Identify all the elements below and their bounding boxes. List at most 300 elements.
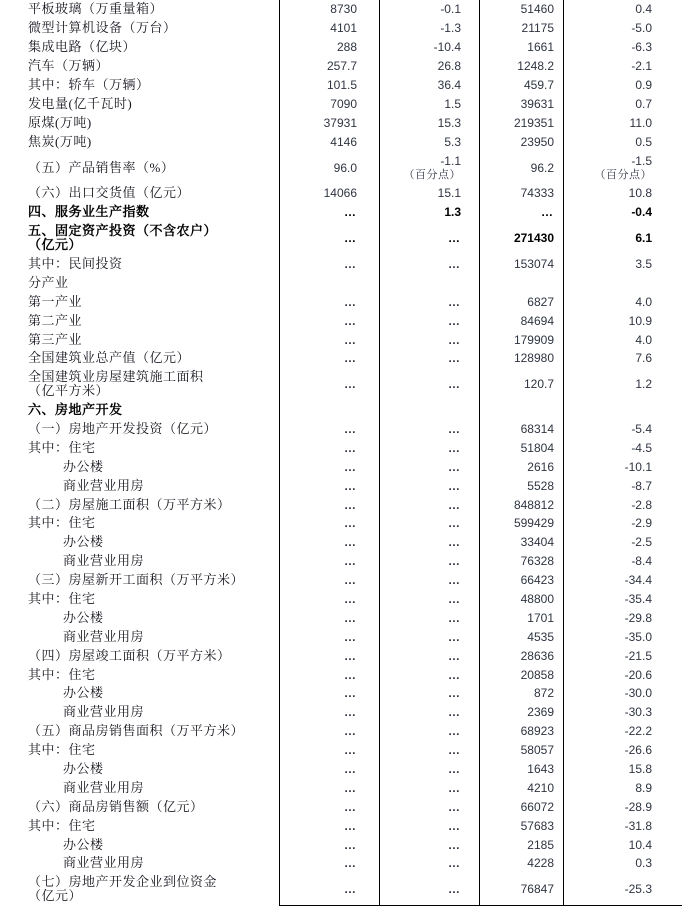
indicator-label-text: 办公楼 bbox=[63, 836, 104, 852]
cumulative-growth: -30.0 bbox=[624, 686, 652, 701]
current-period-value: … bbox=[280, 368, 380, 401]
table-row bbox=[0, 571, 682, 590]
current-period-value: … bbox=[280, 873, 380, 906]
indicator-label bbox=[0, 151, 280, 184]
cumulative-value: 51804 bbox=[480, 438, 564, 457]
cumulative-value bbox=[480, 273, 564, 292]
indicator-label-text: （五）商品房销售面积（万平方米） bbox=[28, 723, 245, 739]
table-row bbox=[0, 873, 682, 906]
indicator-label bbox=[0, 273, 280, 292]
table-row bbox=[0, 778, 682, 797]
current-period-growth: … bbox=[380, 533, 480, 552]
current-period-value: 4146 bbox=[280, 132, 380, 151]
cumulative-value: 21175 bbox=[480, 19, 564, 38]
current-period-growth: 36.4 bbox=[380, 76, 480, 95]
current-period-growth: … bbox=[380, 835, 480, 854]
current-period-growth: … bbox=[380, 476, 480, 495]
table-row bbox=[0, 552, 682, 571]
indicator-label-text: （二）房屋施工面积（万平方米） bbox=[28, 496, 231, 512]
cumulative-value: 58057 bbox=[480, 741, 564, 760]
current-period-growth bbox=[380, 273, 480, 292]
indicator-label-text: 汽车（万辆） bbox=[28, 58, 110, 74]
indicator-label bbox=[0, 835, 280, 854]
indicator-label-text: 第二产业 bbox=[28, 312, 83, 328]
current-period-growth: … bbox=[380, 420, 480, 439]
indicator-label-text: 其中：民间投资 bbox=[28, 255, 123, 271]
indicator-label-text: 全国建筑业房屋建筑施工面积 （亿平方米） bbox=[28, 369, 204, 399]
indicator-label-text: 商业营业用房 bbox=[63, 704, 145, 720]
cumulative-growth: -35.0 bbox=[624, 629, 652, 644]
indicator-label-text: 其中：轿车（万辆） bbox=[28, 77, 150, 92]
indicator-label-text: 商业营业用房 bbox=[63, 477, 145, 493]
table-row bbox=[0, 349, 682, 368]
indicator-label bbox=[0, 514, 280, 533]
indicator-label bbox=[0, 203, 280, 222]
cumulative-growth: -10.1 bbox=[624, 459, 652, 474]
indicator-label bbox=[0, 76, 280, 95]
current-period-growth: … bbox=[380, 330, 480, 349]
indicator-label bbox=[0, 57, 280, 76]
table-row bbox=[0, 132, 682, 151]
indicator-label bbox=[0, 420, 280, 439]
indicator-label-text: 分产业 bbox=[28, 274, 69, 290]
table-row bbox=[0, 514, 682, 533]
current-period-value: … bbox=[280, 203, 380, 222]
indicator-label bbox=[0, 854, 280, 873]
current-period-value: … bbox=[280, 311, 380, 330]
indicator-label bbox=[0, 401, 280, 420]
current-period-value: … bbox=[280, 760, 380, 779]
current-period-growth: … bbox=[380, 255, 480, 274]
table-row bbox=[0, 835, 682, 854]
table-row bbox=[0, 854, 682, 873]
cumulative-value: 599429 bbox=[480, 514, 564, 533]
table-row bbox=[0, 330, 682, 349]
table-row bbox=[0, 760, 682, 779]
table-row bbox=[0, 151, 682, 184]
cumulative-growth: -26.6 bbox=[624, 743, 652, 758]
cumulative-growth: 10.9 bbox=[628, 313, 652, 328]
cumulative-growth: -2.9 bbox=[631, 516, 652, 531]
indicator-label bbox=[0, 113, 280, 132]
current-period-value: … bbox=[280, 778, 380, 797]
current-period-value bbox=[280, 273, 380, 292]
current-period-value: … bbox=[280, 495, 380, 514]
cumulative-value: 48800 bbox=[480, 590, 564, 609]
cumulative-value: 66423 bbox=[480, 571, 564, 590]
indicator-label bbox=[0, 255, 280, 274]
cumulative-value: 1248.2 bbox=[480, 57, 564, 76]
current-period-value: … bbox=[280, 514, 380, 533]
current-period-value: … bbox=[280, 816, 380, 835]
cumulative-value: 74333 bbox=[480, 184, 564, 203]
cumulative-growth: 3.5 bbox=[635, 256, 652, 271]
indicator-label bbox=[0, 873, 280, 906]
cumulative-value: 1643 bbox=[480, 760, 564, 779]
cumulative-value: 4228 bbox=[480, 854, 564, 873]
indicator-label-text: 商业营业用房 bbox=[63, 855, 145, 871]
indicator-label bbox=[0, 94, 280, 113]
current-period-growth: … bbox=[380, 722, 480, 741]
table-row bbox=[0, 57, 682, 76]
cumulative-growth: -0.4 bbox=[631, 205, 652, 220]
indicator-label-text: （六）商品房销售额（亿元） bbox=[28, 798, 204, 814]
current-period-growth: … bbox=[380, 311, 480, 330]
table-row bbox=[0, 38, 682, 57]
table-row bbox=[0, 368, 682, 401]
cumulative-value: 848812 bbox=[480, 495, 564, 514]
table-row bbox=[0, 94, 682, 113]
indicator-label-text: 第三产业 bbox=[28, 331, 83, 347]
indicator-label-text: 办公楼 bbox=[63, 761, 104, 776]
cumulative-value: 57683 bbox=[480, 816, 564, 835]
current-period-growth: … bbox=[380, 457, 480, 476]
current-period-value: … bbox=[280, 552, 380, 571]
table-row bbox=[0, 741, 682, 760]
cumulative-growth: -34.4 bbox=[624, 573, 652, 588]
cumulative-value: 84694 bbox=[480, 311, 564, 330]
indicator-label-text: 其中：住宅 bbox=[28, 666, 96, 682]
current-period-growth: … bbox=[380, 222, 480, 255]
indicator-label bbox=[0, 533, 280, 552]
current-period-value: 8730 bbox=[280, 0, 380, 19]
indicator-label bbox=[0, 646, 280, 665]
indicator-label bbox=[0, 552, 280, 571]
cumulative-growth: 10.8 bbox=[628, 186, 652, 201]
cumulative-value: 51460 bbox=[480, 0, 564, 19]
cumulative-growth: 15.8 bbox=[628, 762, 652, 776]
indicator-label bbox=[0, 476, 280, 495]
indicator-label bbox=[0, 797, 280, 816]
cumulative-value: 76847 bbox=[480, 873, 564, 906]
indicator-label-text: 商业营业用房 bbox=[63, 628, 145, 644]
current-period-value: … bbox=[280, 476, 380, 495]
current-period-growth: -0.1 bbox=[380, 0, 480, 19]
current-period-value: … bbox=[280, 420, 380, 439]
cumulative-growth: -5.0 bbox=[631, 21, 652, 36]
indicator-label bbox=[0, 330, 280, 349]
current-period-growth: 15.3 bbox=[380, 113, 480, 132]
indicator-label bbox=[0, 665, 280, 684]
current-period-growth: … bbox=[380, 760, 480, 779]
table-row bbox=[0, 797, 682, 816]
cumulative-value: 76328 bbox=[480, 552, 564, 571]
current-period-growth: … bbox=[380, 873, 480, 906]
indicator-label bbox=[0, 222, 280, 255]
current-period-value: … bbox=[280, 665, 380, 684]
table-row bbox=[0, 495, 682, 514]
table-row bbox=[0, 19, 682, 38]
current-period-value: 288 bbox=[280, 38, 380, 57]
table-row bbox=[0, 627, 682, 646]
cumulative-value: 6827 bbox=[480, 292, 564, 311]
indicator-label bbox=[0, 816, 280, 835]
current-period-value: … bbox=[280, 533, 380, 552]
current-period-growth: 1.5 bbox=[380, 94, 480, 113]
current-period-value bbox=[280, 401, 380, 420]
current-period-value: … bbox=[280, 590, 380, 609]
cumulative-growth bbox=[564, 401, 682, 420]
indicator-label bbox=[0, 132, 280, 151]
cumulative-growth: -8.4 bbox=[631, 554, 652, 569]
cumulative-growth: 4.0 bbox=[635, 332, 652, 347]
indicator-label bbox=[0, 590, 280, 609]
indicator-label-text: 五、固定资产投资（不含农户） （亿元） bbox=[28, 223, 218, 253]
table-row bbox=[0, 273, 682, 292]
current-period-value: … bbox=[280, 457, 380, 476]
table-row bbox=[0, 184, 682, 203]
current-period-growth: … bbox=[380, 495, 480, 514]
cumulative-growth: -6.3 bbox=[631, 40, 652, 55]
indicator-label-text: 集成电路（亿块） bbox=[28, 39, 137, 55]
indicator-label bbox=[0, 703, 280, 722]
current-period-growth: … bbox=[380, 627, 480, 646]
cumulative-value: 1701 bbox=[480, 608, 564, 627]
current-period-growth: … bbox=[380, 514, 480, 533]
current-period-value: … bbox=[280, 684, 380, 703]
current-period-growth: … bbox=[380, 797, 480, 816]
cumulative-value: 68314 bbox=[480, 420, 564, 439]
cumulative-value: 66072 bbox=[480, 797, 564, 816]
current-period-value: 7090 bbox=[280, 94, 380, 113]
current-period-growth: … bbox=[380, 741, 480, 760]
current-period-value: … bbox=[280, 222, 380, 255]
cumulative-growth: 0.9 bbox=[635, 78, 652, 92]
cumulative-growth: 11.0 bbox=[629, 115, 652, 130]
cumulative-value: 872 bbox=[480, 684, 564, 703]
indicator-label-text: 办公楼 bbox=[63, 458, 104, 474]
indicator-label-text: （六）出口交货值（亿元） bbox=[28, 185, 191, 201]
cumulative-growth: -22.2 bbox=[624, 724, 652, 739]
cumulative-value: 23950 bbox=[480, 132, 564, 151]
current-period-value: … bbox=[280, 741, 380, 760]
cumulative-growth: -35.4 bbox=[624, 591, 652, 606]
current-period-value: 37931 bbox=[280, 113, 380, 132]
table-row bbox=[0, 401, 682, 420]
cumulative-growth: 0.3 bbox=[635, 856, 652, 871]
current-period-value: … bbox=[280, 722, 380, 741]
cumulative-value: 4535 bbox=[480, 627, 564, 646]
indicator-label-text: 其中：住宅 bbox=[28, 515, 96, 531]
indicator-label-text: 全国建筑业总产值（亿元） bbox=[28, 350, 191, 366]
indicator-label bbox=[0, 457, 280, 476]
indicator-label bbox=[0, 627, 280, 646]
cumulative-value: 153074 bbox=[480, 255, 564, 274]
table-row bbox=[0, 438, 682, 457]
cumulative-growth: -28.9 bbox=[624, 799, 652, 814]
current-period-growth: … bbox=[380, 816, 480, 835]
cumulative-value: 459.7 bbox=[480, 76, 564, 95]
cumulative-growth: 0.4 bbox=[635, 2, 652, 17]
table-row bbox=[0, 292, 682, 311]
current-period-value: … bbox=[280, 438, 380, 457]
current-period-value: … bbox=[280, 349, 380, 368]
current-period-value: 101.5 bbox=[280, 76, 380, 95]
current-period-value: 14066 bbox=[280, 184, 380, 203]
indicator-label bbox=[0, 495, 280, 514]
cumulative-growth: -30.3 bbox=[624, 705, 652, 720]
current-period-growth: … bbox=[380, 571, 480, 590]
current-period-value: … bbox=[280, 330, 380, 349]
indicator-label bbox=[0, 349, 280, 368]
indicator-label bbox=[0, 0, 280, 19]
current-period-growth: … bbox=[380, 349, 480, 368]
current-period-value: … bbox=[280, 797, 380, 816]
current-period-growth: -1.3 bbox=[380, 19, 480, 38]
table-row bbox=[0, 222, 682, 255]
table-row bbox=[0, 722, 682, 741]
cumulative-value: 4210 bbox=[480, 778, 564, 797]
current-period-growth: … bbox=[380, 703, 480, 722]
indicator-label bbox=[0, 608, 280, 627]
cumulative-value: 68923 bbox=[480, 722, 564, 741]
indicator-label bbox=[0, 438, 280, 457]
cumulative-value: 271430 bbox=[480, 222, 564, 255]
cumulative-value: 20858 bbox=[480, 665, 564, 684]
cumulative-value: 2369 bbox=[480, 703, 564, 722]
cumulative-growth: 0.5 bbox=[635, 134, 652, 149]
cumulative-growth: -5.4 bbox=[631, 421, 652, 436]
current-period-growth: … bbox=[380, 368, 480, 401]
indicator-label-text: 第一产业 bbox=[28, 293, 83, 309]
cumulative-value: 2616 bbox=[480, 457, 564, 476]
indicator-label-text: 平板玻璃（万重量箱） bbox=[28, 1, 164, 17]
indicator-label-text: （七）房地产开发企业到位资金 （亿元） bbox=[28, 874, 218, 904]
table-row bbox=[0, 703, 682, 722]
table-row bbox=[0, 0, 682, 19]
indicator-label-text: （四）房屋竣工面积（万平方米） bbox=[28, 647, 231, 663]
current-period-value: 4101 bbox=[280, 19, 380, 38]
cumulative-growth: -25.3 bbox=[624, 882, 652, 897]
table-row bbox=[0, 684, 682, 703]
cumulative-growth: -2.5 bbox=[631, 535, 652, 550]
current-period-growth: … bbox=[380, 590, 480, 609]
indicator-label bbox=[0, 292, 280, 311]
indicator-label-text: 其中：住宅 bbox=[28, 742, 96, 758]
indicator-label-text: 办公楼 bbox=[63, 534, 104, 550]
current-period-value: … bbox=[280, 292, 380, 311]
current-period-growth: … bbox=[380, 608, 480, 627]
indicator-label bbox=[0, 741, 280, 760]
indicator-label-text: （三）房屋新开工面积（万平方米） bbox=[28, 572, 245, 588]
current-period-value: … bbox=[280, 608, 380, 627]
current-period-growth: … bbox=[380, 646, 480, 665]
current-period-value: … bbox=[280, 646, 380, 665]
table-row bbox=[0, 646, 682, 665]
indicator-label-text: 微型计算机设备（万台） bbox=[28, 20, 177, 36]
current-period-value: 96.0 bbox=[280, 151, 380, 184]
indicator-label-text: 其中：住宅 bbox=[28, 439, 96, 455]
indicator-label-text: 发电量(亿千瓦时) bbox=[28, 95, 133, 111]
cumulative-value: 128980 bbox=[480, 349, 564, 368]
cumulative-value: 179909 bbox=[480, 330, 564, 349]
current-period-value: … bbox=[280, 627, 380, 646]
cumulative-value: 2185 bbox=[480, 835, 564, 854]
current-period-value: … bbox=[280, 255, 380, 274]
current-period-growth: 1.3 bbox=[380, 203, 480, 222]
cumulative-growth: -2.1 bbox=[631, 59, 652, 74]
indicator-label-text: 原煤(万吨) bbox=[28, 114, 92, 130]
table-row bbox=[0, 255, 682, 274]
current-period-value: … bbox=[280, 854, 380, 873]
current-period-growth: … bbox=[380, 778, 480, 797]
cumulative-value: 33404 bbox=[480, 533, 564, 552]
current-period-growth: 26.8 bbox=[380, 57, 480, 76]
indicator-label bbox=[0, 368, 280, 401]
cumulative-growth: -1.5 （百分点） bbox=[594, 153, 652, 181]
indicator-label bbox=[0, 778, 280, 797]
indicator-label-text: 焦炭(万吨) bbox=[28, 133, 92, 149]
table-row bbox=[0, 76, 682, 95]
current-period-growth: … bbox=[380, 665, 480, 684]
table-row bbox=[0, 590, 682, 609]
current-period-value: … bbox=[280, 571, 380, 590]
indicator-label-text: 办公楼 bbox=[63, 609, 104, 625]
cumulative-value: 39631 bbox=[480, 94, 564, 113]
table-row bbox=[0, 457, 682, 476]
current-period-growth bbox=[380, 401, 480, 420]
indicator-label-text: 商业营业用房 bbox=[63, 779, 145, 795]
indicator-label-text: 六、房地产开发 bbox=[28, 402, 123, 418]
current-period-growth: 5.3 bbox=[380, 132, 480, 151]
indicator-label-text: 商业营业用房 bbox=[63, 553, 145, 569]
current-period-growth: … bbox=[380, 854, 480, 873]
current-period-value: 257.7 bbox=[280, 57, 380, 76]
current-period-growth: -10.4 bbox=[380, 38, 480, 57]
cumulative-growth: 0.7 bbox=[635, 96, 652, 111]
table-row bbox=[0, 420, 682, 439]
cumulative-growth: -31.8 bbox=[624, 818, 652, 833]
indicator-label bbox=[0, 38, 280, 57]
table-row bbox=[0, 816, 682, 835]
indicator-label bbox=[0, 311, 280, 330]
table-row bbox=[0, 113, 682, 132]
table-row bbox=[0, 665, 682, 684]
indicator-label-text: 办公楼 bbox=[63, 685, 104, 701]
cumulative-value: … bbox=[480, 203, 564, 222]
cumulative-value: 219351 bbox=[480, 113, 564, 132]
indicator-label-text: （五）产品销售率（%） bbox=[28, 159, 175, 175]
cumulative-growth: -4.5 bbox=[631, 440, 652, 455]
table-row bbox=[0, 533, 682, 552]
table-row bbox=[0, 203, 682, 222]
indicator-label-text: （一）房地产开发投资（亿元） bbox=[28, 420, 218, 436]
cumulative-value: 120.7 bbox=[480, 368, 564, 401]
cumulative-growth: 10.4 bbox=[628, 837, 652, 852]
table-row bbox=[0, 476, 682, 495]
current-period-growth: 15.1 bbox=[380, 184, 480, 203]
table-row bbox=[0, 311, 682, 330]
cumulative-growth: -2.8 bbox=[631, 497, 652, 512]
cumulative-value bbox=[480, 401, 564, 420]
indicator-label-text: 四、服务业生产指数 bbox=[28, 204, 150, 220]
cumulative-growth: -20.6 bbox=[624, 667, 652, 682]
cumulative-value: 5528 bbox=[480, 476, 564, 495]
cumulative-growth: 1.2 bbox=[635, 377, 652, 392]
indicator-label bbox=[0, 184, 280, 203]
cumulative-value: 1661 bbox=[480, 38, 564, 57]
current-period-value: … bbox=[280, 703, 380, 722]
indicator-label-text: 其中：住宅 bbox=[28, 817, 96, 833]
current-period-growth: … bbox=[380, 684, 480, 703]
cumulative-growth: 7.6 bbox=[635, 351, 652, 366]
current-period-value: … bbox=[280, 835, 380, 854]
indicator-label bbox=[0, 19, 280, 38]
indicator-label-text: 其中：住宅 bbox=[28, 590, 96, 606]
cumulative-growth: 4.0 bbox=[635, 294, 652, 309]
cumulative-value: 28636 bbox=[480, 646, 564, 665]
current-period-growth: … bbox=[380, 438, 480, 457]
